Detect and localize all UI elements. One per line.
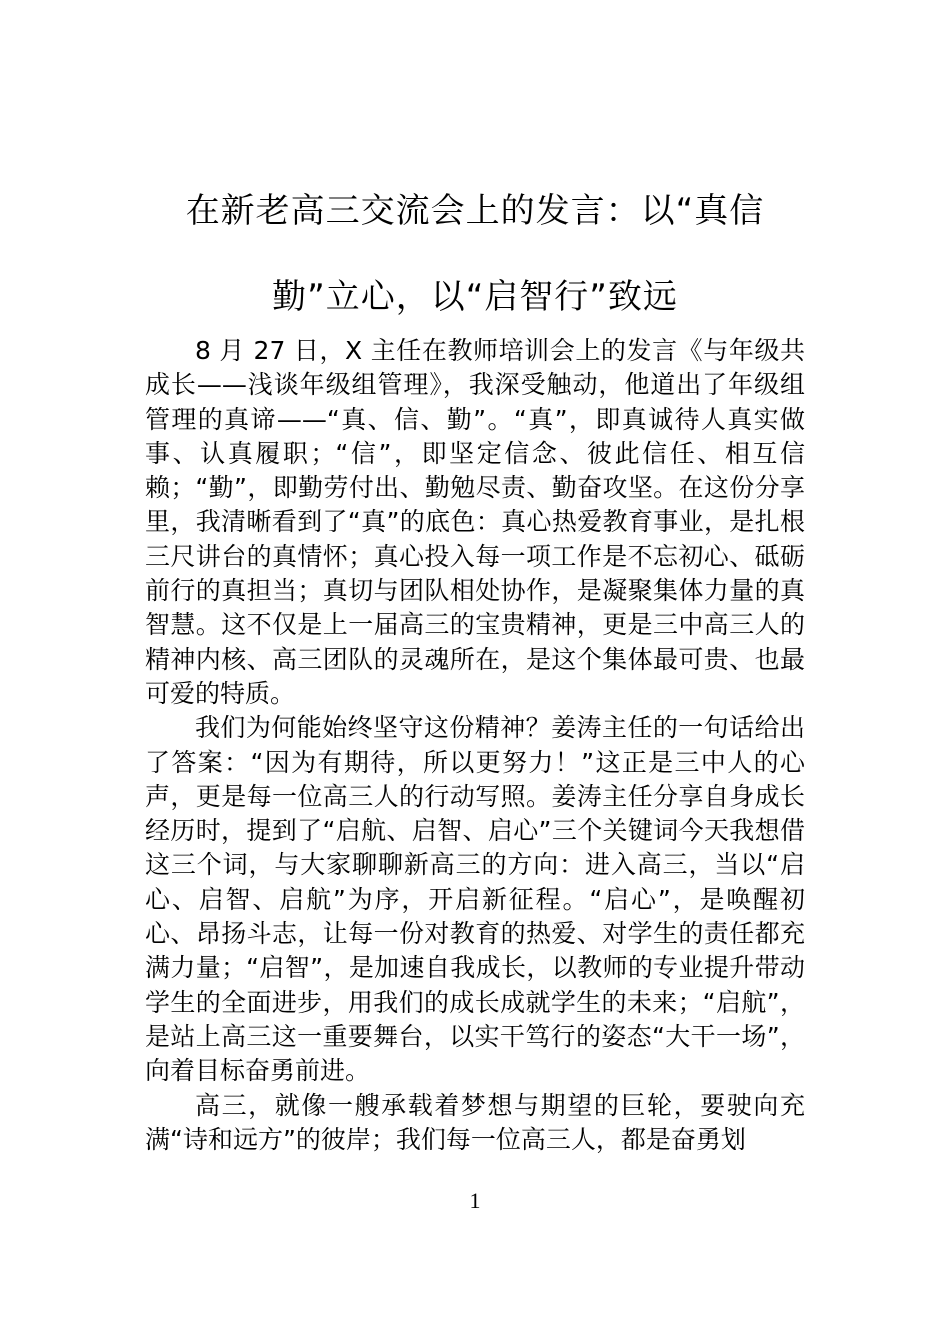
document-body [145,334,805,1157]
paragraph-2: 我们为何能始终坚守这份精神？姜涛主任的一句话给出了答案：“因为有期待，所以更努力！”这正是三中人的心声，更是每一位高三人的行动写照。姜涛主任分享自身成长经历时，提到了“启航、启智、启心”三个关键词今天我想借这三个词，与大家聊聊新高三的方向：进入高三，当以“启心、启智、启航”为序，开启新征程。“启心”，是唤醒初心、昂扬斗志，让每一份对教育的热爱、对学生的责任都充满力量；“启智”，是加速自我成长，以教师的专业提升带动学生的全面进步，用我们的成长成就学生的未来；“启航”，是站上高三这一重要舞台，以实干笃行的姿态“大干一场”，向着目标奋勇前进。 [145,713,805,1086]
page-number: 1 [469,1188,481,1213]
paragraph-3: 高三，就像一艘承载着梦想与期望的巨轮，要驶向充满“诗和远方”的彼岸；我们每一位高三人，都是奋勇划 [145,1090,805,1154]
document-title: 在新老高三交流会上的发言：以“真信勤”立心，以“启智行”致远 [185,191,765,317]
paragraph-1: 8 月 27 日，X 主任在教师培训会上的发言《与年级共成长——浅谈年级组管理》，我深受触动，他道出了年级组管理的真谛——“真、信、勤”。“真”，即真诚待人真实做事、认真履职；“信”，即坚定信念、彼此信任、相互信赖；“勤”，即勤劳付出、勤勉尽责、勤奋攻坚。在这份分享里，我清晰看到了“真”的底色：真心热爱教育事业，是扎根三尺讲台的真情怀；真心投入每一项工作是不忘初心、砥砺前行的真担当；真切与团队相处协作，是凝聚集体力量的真智慧。这不仅是上一届高三的宝贵精神，更是三中高三人的精神内核、高三团队的灵魂所在，是这个集体最可贵、也最可爱的特质。 [145,336,805,708]
